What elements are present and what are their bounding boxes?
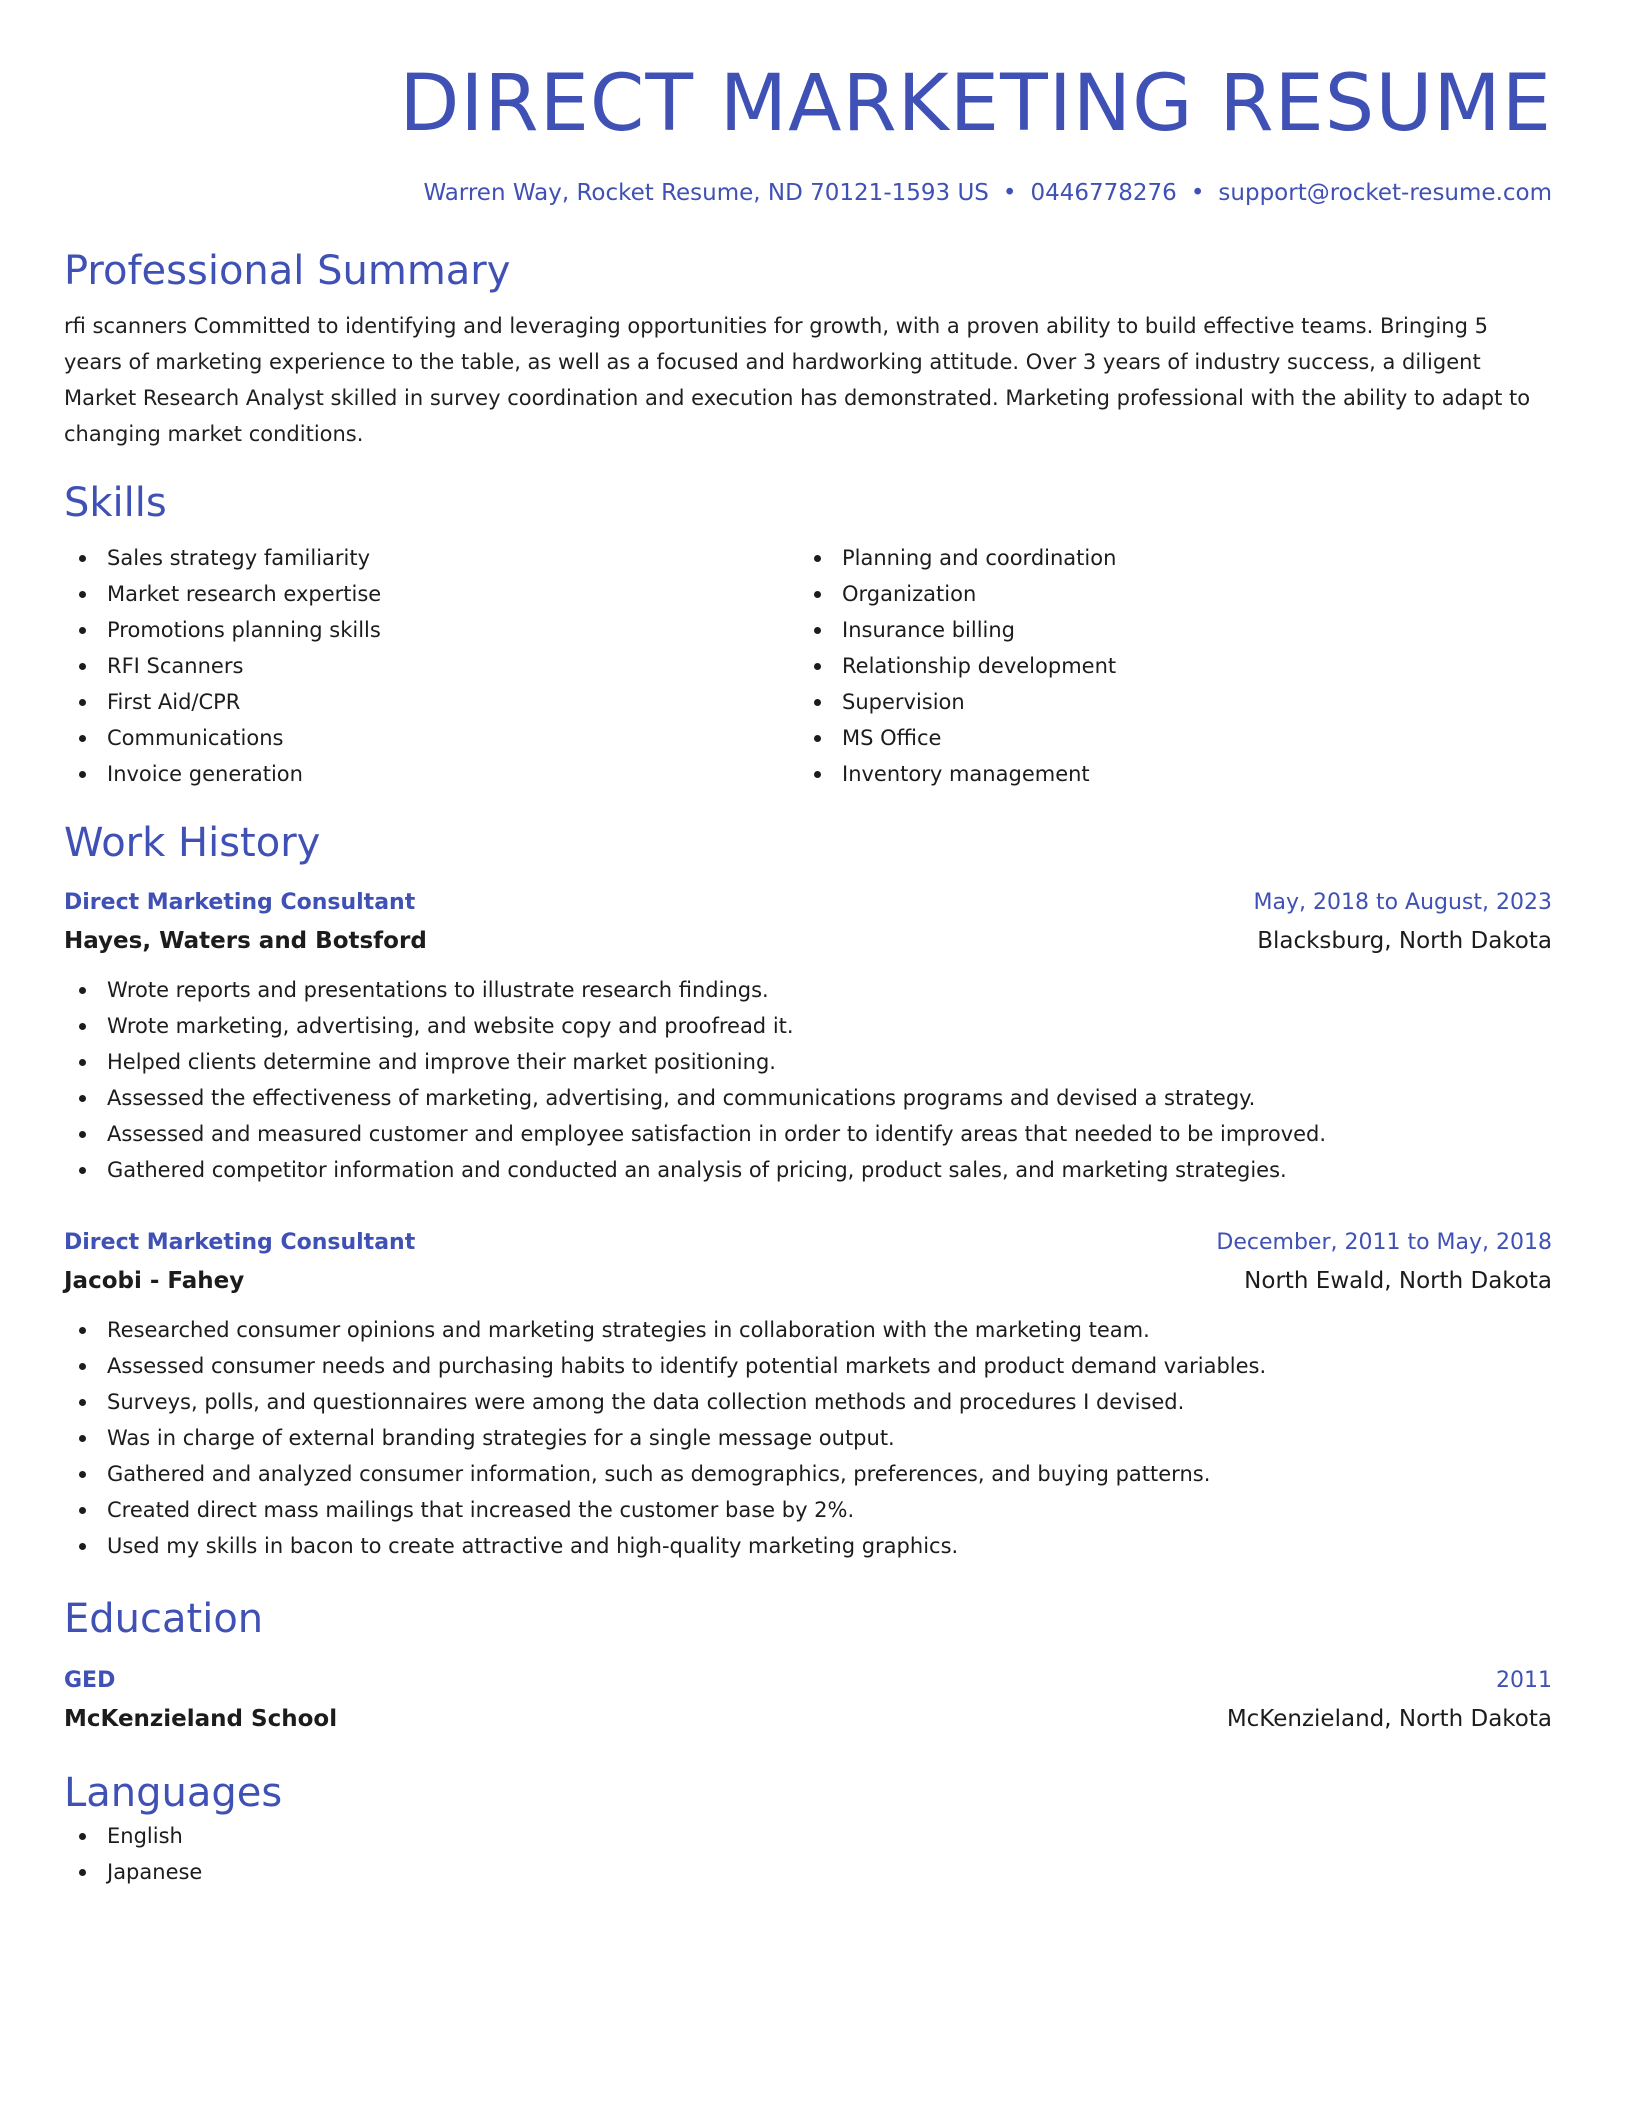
language-item [64, 1818, 1552, 1854]
summary-text: rfi scanners Committed to identifying and leveraging opportunities for growth, with a proven ability to build effective teams. Bringing 5 years of marketing experience to the table, as well as a focused and hardworking attitude. Over 3 years of industry success, a diligent Market Research Analyst skilled in survey coordination and execution has demonstrated. Marketing professional with the ability to adapt to changing market conditions. [64, 314, 1531, 446]
skill-label: First Aid/CPR [107, 690, 241, 714]
education-entry [64, 1662, 1552, 1738]
languages-heading: Languages [64, 1770, 283, 1816]
job-bullet-text: Gathered and analyzed consumer information, such as demographics, preferences, and buying patterns. [107, 1462, 1211, 1486]
job-company-row [64, 1262, 1552, 1300]
education-year: 2011 [1496, 1668, 1552, 1693]
bullet-icon [79, 591, 86, 598]
job-bullet [64, 1348, 1552, 1384]
skill-item [64, 648, 799, 684]
bullet-icon [79, 735, 86, 742]
bullet-icon [79, 555, 86, 562]
job-company-row [64, 922, 1552, 960]
skill-item [799, 756, 1534, 792]
skills-grid [64, 540, 1552, 792]
bullet-icon [79, 1833, 86, 1840]
language-label: Japanese [107, 1860, 203, 1884]
language-label: English [107, 1824, 183, 1848]
education-heading: Education [64, 1596, 264, 1642]
skills-list-left [64, 540, 799, 792]
skill-item [799, 648, 1534, 684]
skill-label: Insurance billing [842, 618, 1016, 642]
job-bullet-text: Researched consumer opinions and marketing strategies in collaboration with the marketing team. [107, 1318, 1150, 1342]
contact-phone: 0446778276 [1030, 180, 1177, 206]
job-bullet [64, 1116, 1552, 1152]
education-degree: GED [64, 1668, 116, 1693]
skill-label: Organization [842, 582, 977, 606]
job-title: Direct Marketing Consultant [64, 1230, 416, 1255]
skill-label: MS Office [842, 726, 942, 750]
skills-list-right [799, 540, 1534, 792]
job-bullet [64, 1384, 1552, 1420]
bullet-icon [79, 699, 86, 706]
skills-heading: Skills [64, 480, 167, 526]
bullet-icon [814, 663, 821, 670]
skill-label: RFI Scanners [107, 654, 244, 678]
job-bullet-text: Was in charge of external branding strategies for a single message output. [107, 1426, 895, 1450]
bullet-icon [79, 987, 86, 994]
education-header-row [64, 1662, 1552, 1700]
job-location: North Ewald, North Dakota [1244, 1268, 1552, 1294]
bullet-icon [814, 627, 821, 634]
education-school: McKenzieland School [64, 1706, 338, 1732]
job-bullet-text: Surveys, polls, and questionnaires were among the data collection methods and procedures I devised. [107, 1390, 1185, 1414]
job-bullets [64, 1312, 1552, 1564]
bullet-icon [79, 1399, 86, 1406]
contact-separator: • [1002, 180, 1017, 206]
bullet-icon [79, 1471, 86, 1478]
job-bullet [64, 1456, 1552, 1492]
bullet-icon [79, 1435, 86, 1442]
bullet-icon [79, 663, 86, 670]
bullet-icon [814, 735, 821, 742]
bullet-icon [79, 1059, 86, 1066]
job-bullet [64, 1152, 1552, 1188]
bullet-icon [814, 591, 821, 598]
bullet-icon [79, 1327, 86, 1334]
languages-list [64, 1818, 1552, 1890]
bullet-icon [79, 1023, 86, 1030]
skill-label: Invoice generation [107, 762, 303, 786]
job-header-row [64, 884, 1552, 922]
job-bullet-text: Assessed the effectiveness of marketing, advertising, and communications programs and devised a strategy. [107, 1086, 1256, 1110]
job-title: Direct Marketing Consultant [64, 890, 416, 915]
bullet-icon [814, 771, 821, 778]
skill-item [799, 540, 1534, 576]
skill-label: Sales strategy familiarity [107, 546, 371, 570]
bullet-icon [79, 1869, 86, 1876]
job-bullet-text: Helped clients determine and improve their market positioning. [107, 1050, 776, 1074]
bullet-icon [79, 627, 86, 634]
job-bullet [64, 1080, 1552, 1116]
skill-label: Communications [107, 726, 284, 750]
bullet-icon [79, 1095, 86, 1102]
job-entry [64, 1224, 1552, 1564]
job-bullet-text: Assessed and measured customer and employee satisfaction in order to identify areas that needed to be improved. [107, 1122, 1327, 1146]
skill-item [64, 612, 799, 648]
skill-item [799, 576, 1534, 612]
skill-label: Inventory management [842, 762, 1090, 786]
bullet-icon [814, 699, 821, 706]
skill-item [799, 612, 1534, 648]
job-bullet-text: Assessed consumer needs and purchasing habits to identify potential markets and product demand variables. [107, 1354, 1267, 1378]
education-location: McKenzieland, North Dakota [1226, 1706, 1552, 1732]
job-dates: May, 2018 to August, 2023 [1253, 890, 1552, 915]
contact-separator: • [1190, 180, 1205, 206]
resume-name: DIRECT MARKETING RESUME [399, 59, 1552, 149]
resume-page [64, 0, 1552, 1890]
bullet-icon [79, 1131, 86, 1138]
job-bullet-text: Wrote reports and presentations to illustrate research findings. [107, 978, 769, 1002]
job-company: Jacobi - Fahey [64, 1268, 245, 1294]
job-bullet [64, 972, 1552, 1008]
job-location: Blacksburg, North Dakota [1257, 928, 1552, 954]
skill-item [64, 684, 799, 720]
job-bullet [64, 1312, 1552, 1348]
bullet-icon [79, 1507, 86, 1514]
skill-item [64, 756, 799, 792]
education-school-row [64, 1700, 1552, 1738]
job-bullet-text: Gathered competitor information and conducted an analysis of pricing, product sales, and marketing strategies. [107, 1158, 1287, 1182]
bullet-icon [79, 1363, 86, 1370]
job-entry [64, 884, 1552, 1188]
job-bullet [64, 1044, 1552, 1080]
contact-email: support@rocket-resume.com [1218, 180, 1552, 206]
job-bullets [64, 972, 1552, 1188]
job-bullet-text: Created direct mass mailings that increased the customer base by 2%. [107, 1498, 855, 1522]
job-bullet [64, 1008, 1552, 1044]
job-company: Hayes, Waters and Botsford [64, 928, 427, 954]
language-item [64, 1854, 1552, 1890]
bullet-icon [79, 1167, 86, 1174]
bullet-icon [79, 1543, 86, 1550]
contact-address: Warren Way, Rocket Resume, ND 70121-1593 US [423, 180, 989, 206]
contact-line [64, 178, 1552, 208]
job-bullet [64, 1528, 1552, 1564]
job-bullet [64, 1420, 1552, 1456]
skill-item [64, 540, 799, 576]
job-bullet [64, 1492, 1552, 1528]
skill-label: Relationship development [842, 654, 1117, 678]
skill-item [799, 684, 1534, 720]
job-header-row [64, 1224, 1552, 1262]
skill-item [64, 720, 799, 756]
skill-label: Promotions planning skills [107, 618, 381, 642]
skill-label: Supervision [842, 690, 965, 714]
job-bullet-text: Used my skills in bacon to create attractive and high-quality marketing graphics. [107, 1534, 959, 1558]
bullet-icon [79, 771, 86, 778]
job-bullet-text: Wrote marketing, advertising, and website copy and proofread it. [107, 1014, 794, 1038]
skill-label: Market research expertise [107, 582, 382, 606]
job-dates: December, 2011 to May, 2018 [1216, 1230, 1552, 1255]
bullet-icon [814, 555, 821, 562]
skill-item [64, 576, 799, 612]
skill-label: Planning and coordination [842, 546, 1117, 570]
work-history-heading: Work History [64, 820, 321, 866]
summary-heading: Professional Summary [64, 248, 511, 294]
skill-item [799, 720, 1534, 756]
